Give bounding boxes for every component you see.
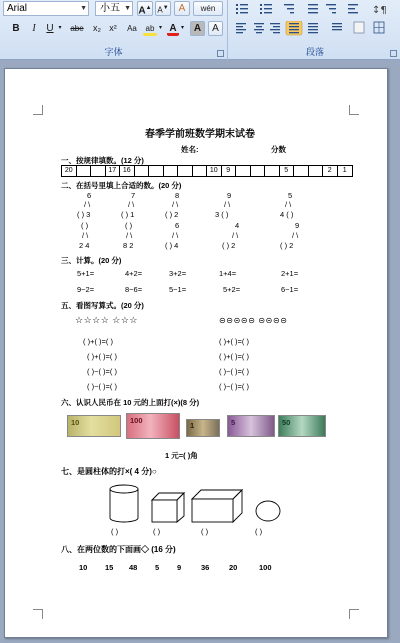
seq-cell[interactable] (236, 166, 251, 176)
tree-top: 6 (87, 191, 92, 200)
seq-cell: 20 (62, 166, 77, 176)
tree-bottom[interactable]: 4 ( ) (280, 210, 294, 219)
calc-item[interactable]: 8−6= (125, 285, 143, 294)
paragraph-group-label: 段落 (305, 47, 324, 57)
tree-top: 9 (295, 221, 300, 230)
cylinder-shape (109, 484, 139, 524)
equation-blank[interactable]: ( )−( )=( ) (87, 367, 117, 376)
alignment-icons[interactable] (236, 21, 396, 36)
seq-cell: 9 (222, 166, 237, 176)
font-group-label: 字体 (104, 47, 123, 57)
margin-marker (349, 105, 359, 115)
yuan-jiao-question[interactable]: 1 元=( )角 (165, 451, 198, 460)
paragraph-list-icons[interactable] (236, 2, 396, 16)
superscript-button[interactable]: x² (109, 23, 117, 33)
tree-bottom[interactable]: ( ) 2 (222, 241, 236, 250)
score-label: 分数 (271, 145, 286, 154)
tree-top: 9 (227, 191, 232, 200)
calc-item[interactable]: 9−2= (77, 285, 95, 294)
seq-cell: 17 (106, 166, 121, 176)
shrink-font-button[interactable]: A▼ (155, 1, 171, 16)
tree-branch: / \ (285, 200, 292, 209)
tree-bottom[interactable]: ( ) 3 (77, 210, 91, 219)
section-7-heading: 七、是圆柱体的打×( 4 分)○ (61, 467, 157, 476)
banknote-image[interactable]: 50 (278, 415, 326, 437)
strikethrough-button[interactable]: abe (70, 24, 84, 33)
number-item[interactable]: 100 (259, 563, 272, 572)
font-name-combobox[interactable] (3, 1, 89, 16)
phonetic-guide-button[interactable]: wén (193, 1, 223, 16)
chevron-down-icon[interactable]: ▾ (180, 25, 184, 31)
cube-shape (151, 492, 185, 522)
calc-item[interactable]: 4+2= (125, 269, 143, 278)
paragraph-dialog-launcher-icon[interactable] (390, 50, 397, 57)
font-group (0, 0, 228, 60)
section-3-heading: 三、计算。(20 分) (61, 256, 122, 265)
tree-top: 4 (235, 221, 240, 230)
number-item[interactable]: 10 (79, 563, 88, 572)
seq-cell: 5 (280, 166, 295, 176)
calc-item[interactable]: 1+4= (219, 269, 237, 278)
section-8-heading: 八、在两位数的下面画◇ (16 分) (61, 545, 176, 554)
seq-cell[interactable] (251, 166, 266, 176)
tree-bottom[interactable]: ( ) 2 (165, 210, 179, 219)
equation-blank[interactable]: ( )−( )=( ) (219, 367, 249, 376)
font-dialog-launcher-icon[interactable] (217, 50, 224, 57)
section-6-heading: 六、认识人民币在 10 元的上面打(×)(8 分) (61, 398, 200, 407)
font-size-value: 小五 (100, 3, 120, 14)
number-item[interactable]: 48 (129, 563, 138, 572)
tree-branch: / \ (224, 200, 231, 209)
number-sequence (61, 165, 353, 177)
seq-cell[interactable] (178, 166, 193, 176)
chevron-down-icon[interactable]: ▼ (124, 5, 131, 12)
calc-item[interactable]: 5+2= (223, 285, 241, 294)
answer-blank[interactable]: ( ) (201, 527, 209, 536)
section-2-heading: 二、在括号里填上合适的数。(20 分) (61, 181, 182, 190)
bold-button[interactable]: B (12, 23, 20, 34)
margin-marker (349, 609, 359, 619)
tree-top[interactable]: ( ) (125, 221, 133, 230)
cuboid-shape (191, 489, 243, 523)
font-color-button[interactable]: A (167, 21, 179, 36)
highlight-button[interactable]: ab (143, 21, 157, 36)
number-item[interactable]: 5 (155, 563, 160, 572)
seq-cell[interactable] (77, 166, 92, 176)
tree-branch: / \ (232, 231, 239, 240)
tree-bottom[interactable]: ( ) 4 (165, 241, 179, 250)
character-shading-button[interactable]: A (190, 21, 205, 36)
calc-item[interactable]: 3+2= (169, 269, 187, 278)
tree-top: 5 (288, 191, 293, 200)
answer-blank[interactable]: ( ) (255, 527, 263, 536)
number-item[interactable]: 36 (201, 563, 210, 572)
tree-branch: / \ (172, 231, 179, 240)
seq-cell[interactable] (309, 166, 324, 176)
banknote-image[interactable]: 5 (227, 415, 275, 437)
subscript-button[interactable]: x₂ (93, 23, 101, 33)
seq-cell[interactable] (164, 166, 179, 176)
equation-blank[interactable]: ( )+( )=( ) (87, 352, 117, 361)
section-1-heading: 一、按规律填数。(12 分) (61, 156, 144, 165)
number-item[interactable]: 15 (105, 563, 114, 572)
italic-button[interactable]: I (32, 23, 36, 34)
banknote-image[interactable]: 10 (67, 415, 121, 437)
tree-branch: / \ (172, 200, 179, 209)
tree-bottom: 8 2 (123, 241, 134, 250)
star-picture: ☆☆☆☆ ☆☆☆ (75, 315, 138, 325)
calc-item[interactable]: 5+1= (77, 269, 95, 278)
font-name-value: Arial (7, 3, 28, 14)
banknote-image[interactable]: 1 (186, 419, 220, 437)
seq-cell: 10 (207, 166, 222, 176)
circle-shape (255, 500, 281, 522)
number-item[interactable]: 9 (177, 563, 182, 572)
underline-button[interactable]: U (46, 23, 54, 34)
equation-blank[interactable]: ( )+( )=( ) (219, 337, 249, 346)
document-page[interactable] (4, 68, 388, 638)
tree-bottom[interactable]: ( ) 1 (121, 210, 135, 219)
equation-blank[interactable]: ( )−( )=( ) (87, 382, 117, 391)
tree-bottom[interactable]: ( ) 2 (280, 241, 294, 250)
calc-item[interactable]: 2+1= (281, 269, 299, 278)
answer-blank[interactable]: ( ) (153, 527, 161, 536)
equation-blank[interactable]: ( )−( )=( ) (219, 382, 249, 391)
calc-item[interactable]: 5−1= (169, 285, 187, 294)
calc-item[interactable]: 6−1= (281, 285, 299, 294)
seq-cell[interactable] (149, 166, 164, 176)
clear-format-button[interactable]: A (174, 1, 190, 16)
tree-branch: / \ (292, 231, 299, 240)
chevron-down-icon[interactable]: ▼ (80, 5, 87, 12)
seq-cell: 1 (342, 167, 347, 174)
equation-blank[interactable]: ( )+( )=( ) (83, 337, 113, 346)
paper-title: 春季学前班数学期末试卷 (145, 129, 255, 140)
tree-top: 8 (175, 191, 180, 200)
banknote-image[interactable]: 100 (126, 413, 180, 439)
tree-top: 7 (131, 191, 136, 200)
chevron-down-icon[interactable]: ▾ (158, 25, 162, 31)
seq-cell[interactable] (135, 166, 150, 176)
svg-text:↕¶: ↕¶ (372, 5, 387, 16)
tree-branch: / \ (126, 231, 133, 240)
margin-marker (33, 609, 43, 619)
section-5-heading: 五、看图写算式。(20 分) (61, 301, 144, 310)
seq-cell: 16 (120, 166, 135, 176)
seq-cell[interactable] (294, 166, 309, 176)
equation-blank[interactable]: ( )+( )=( ) (219, 352, 249, 361)
seq-cell[interactable] (193, 166, 208, 176)
seq-cell[interactable] (265, 166, 280, 176)
tree-branch: / \ (128, 200, 135, 209)
font-size-combobox[interactable] (95, 1, 133, 16)
tree-top: 6 (175, 221, 180, 230)
seq-cell: 2 (323, 166, 338, 176)
name-label: 姓名: (181, 145, 199, 154)
grow-font-button[interactable]: A▲ (137, 1, 153, 16)
change-case-button[interactable]: Aa (127, 24, 137, 33)
tree-bottom[interactable]: 3 ( ) (215, 210, 229, 219)
answer-blank[interactable]: ( ) (111, 527, 119, 536)
tree-branch: / \ (82, 231, 89, 240)
ribbon (0, 0, 400, 60)
margin-marker (33, 105, 43, 115)
seq-cell[interactable] (91, 166, 106, 176)
chevron-down-icon[interactable]: ▾ (58, 25, 62, 31)
tree-top[interactable]: ( ) (81, 221, 89, 230)
paragraph-group (230, 0, 400, 60)
number-item[interactable]: 20 (229, 563, 238, 572)
character-border-button[interactable]: A (208, 21, 223, 36)
tree-branch: / \ (84, 200, 91, 209)
circle-picture: ⊝⊝⊝⊝⊝ ⊝⊝⊝⊝ (219, 316, 288, 325)
tree-bottom: 2 4 (79, 241, 90, 250)
